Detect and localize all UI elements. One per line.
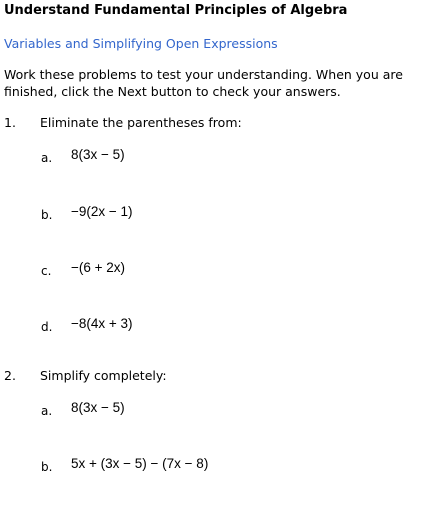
question-1d-label: d. [41,320,53,334]
page-title: Understand Fundamental Principles of Algebra [4,3,348,18]
question-2a-label: a. [41,404,53,418]
question-2-number: 2. [4,368,16,383]
question-1a-label: a. [41,151,53,165]
question-1-number: 1. [4,115,16,130]
question-1c-label: c. [41,264,52,278]
question-1c-expression: −(6 + 2x) [71,260,126,275]
question-1b-expression: −9(2x − 1) [71,204,133,219]
page-subtitle: Variables and Simplifying Open Expressions [4,36,278,51]
question-1d-expression: −8(4x + 3) [71,316,133,331]
question-1-text: Eliminate the parentheses from: [40,115,242,130]
question-2b-label: b. [41,460,53,474]
instructions-text: Work these problems to test your understanding. When you are finished, click the Next button to check your answers. [4,67,403,99]
question-1b-label: b. [41,208,53,222]
question-2a-expression: 8(3x − 5) [71,400,125,415]
question-2b-expression: 5x + (3x − 5) − (7x − 8) [71,456,209,471]
question-1a-expression: 8(3x − 5) [71,147,125,162]
question-2-text: Simplify completely: [40,368,167,383]
